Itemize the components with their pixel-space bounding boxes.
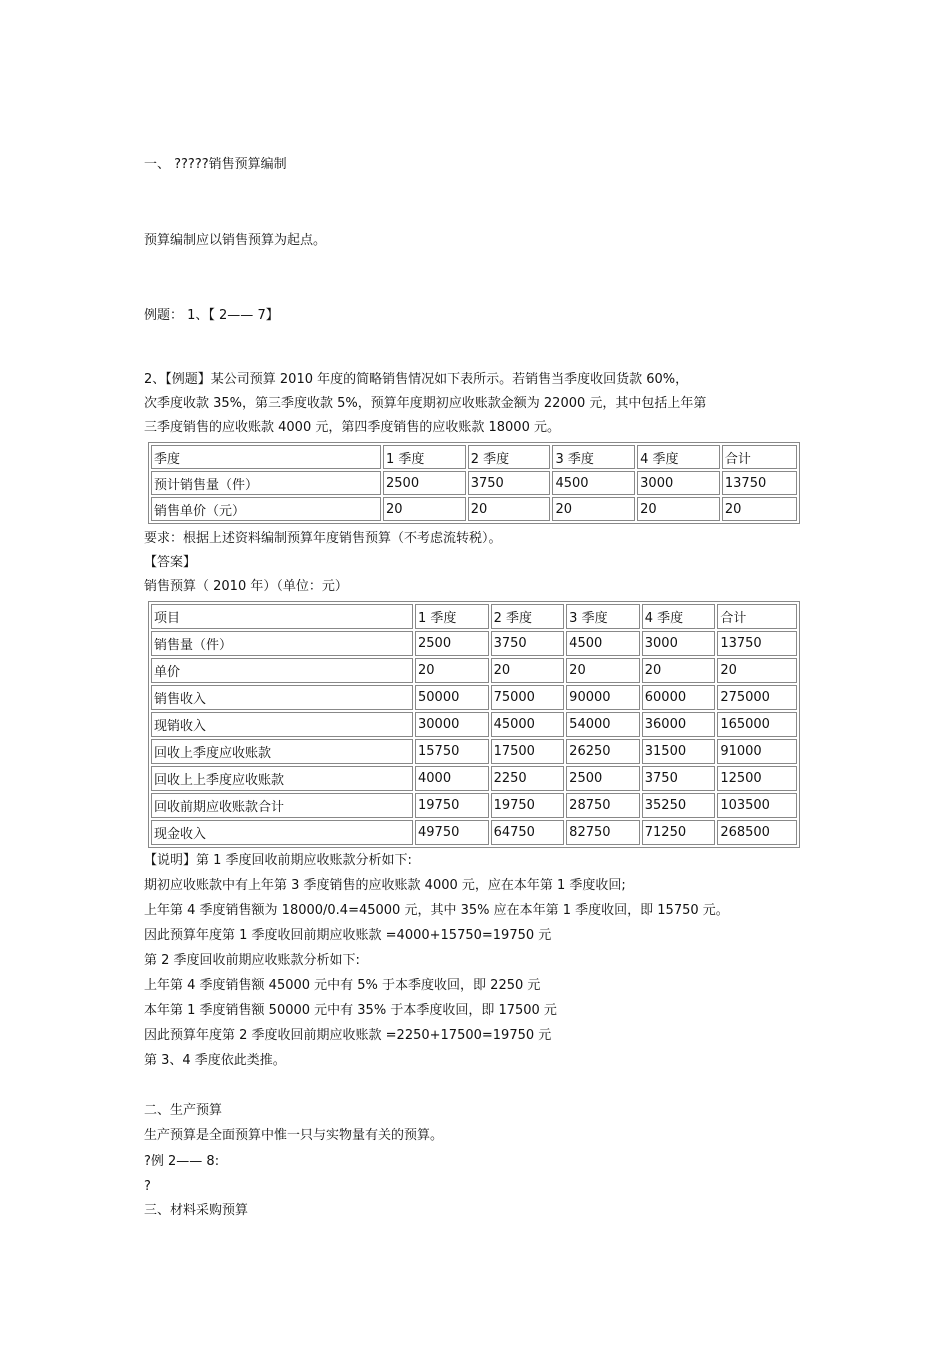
section-heading-material-budget: 三、材料采购预算 <box>144 1203 249 1218</box>
table-cell: 15750 <box>415 739 489 764</box>
table-cell: 3750 <box>642 766 716 791</box>
table-cell: 13750 <box>717 631 797 656</box>
table-cell: 165000 <box>717 712 797 737</box>
table-cell: 3000 <box>637 471 720 495</box>
table-cell: 49750 <box>415 820 489 845</box>
table-cell: 3 季度 <box>566 604 640 629</box>
table-cell: 20 <box>637 497 720 521</box>
table-cell: 3750 <box>468 471 551 495</box>
table-row <box>151 739 797 764</box>
table-row <box>151 793 797 818</box>
table-cell: 2 季度 <box>468 445 551 469</box>
table-cell: 19750 <box>491 793 565 818</box>
table-cell: 12500 <box>717 766 797 791</box>
explanation-line: 上年第 4 季度销售额为 18000/0.4=45000 元，其中 35% 应在本年第 1 季度收回，即 15750 元。 <box>144 903 729 918</box>
row-label-cell: 销售量（件） <box>151 631 413 656</box>
table-cell: 20 <box>468 497 551 521</box>
table-cell: 91000 <box>717 739 797 764</box>
section-heading-sales-budget: 一、 ?????销售预算编制 <box>144 157 287 172</box>
table-cell: 36000 <box>642 712 716 737</box>
problem-line-1: 2、【例题】某公司预算 2010 年度的简略销售情况如下表所示。若销售当季度收回货款 60%， <box>144 372 689 387</box>
explanation-line: 第 3、4 季度依此类推。 <box>144 1053 286 1068</box>
explanation-line: 上年第 4 季度销售额 45000 元中有 5% 于本季度收回，即 2250 元 <box>144 978 541 993</box>
sales-info-table <box>148 442 800 524</box>
table-cell: 35250 <box>642 793 716 818</box>
table-cell: 2500 <box>383 471 466 495</box>
table-cell: 64750 <box>491 820 565 845</box>
problem-line-2: 次季度收款 35%，第三季度收款 5%，预算年度期初应收账款金额为 22000 元，其中包括上年第 <box>144 396 707 411</box>
sales-budget-table <box>148 601 800 848</box>
explanation-line: 因此预算年度第 1 季度收回前期应收账款 =4000+15750=19750 元 <box>144 928 552 943</box>
row-label-cell: 销售单价（元） <box>151 497 381 521</box>
table-row <box>151 685 797 710</box>
table-cell: 268500 <box>717 820 797 845</box>
table-cell: 4 季度 <box>637 445 720 469</box>
table-cell: 20 <box>552 497 635 521</box>
table-row <box>151 658 797 683</box>
table-row <box>151 820 797 845</box>
row-label-cell: 回收前期应收账款合计 <box>151 793 413 818</box>
explanation-line: 因此预算年度第 2 季度收回前期应收账款 =2250+17500=19750 元 <box>144 1028 552 1043</box>
table-cell: 75000 <box>491 685 565 710</box>
row-label-cell: 现销收入 <box>151 712 413 737</box>
table-cell: 4500 <box>552 471 635 495</box>
table-cell: 20 <box>722 497 797 521</box>
section-heading-production-budget: 二、生产预算 <box>144 1103 223 1118</box>
table-cell: 20 <box>491 658 565 683</box>
table-cell: 90000 <box>566 685 640 710</box>
table-cell: 3 季度 <box>552 445 635 469</box>
table-cell: 3000 <box>642 631 716 656</box>
table-cell: 50000 <box>415 685 489 710</box>
explanation-line: 【说明】第 1 季度回收前期应收账款分析如下: <box>144 853 412 868</box>
problem-line-3: 三季度销售的应收账款 4000 元，第四季度销售的应收账款 18000 元。 <box>144 420 560 435</box>
table-cell: 45000 <box>491 712 565 737</box>
table-cell: 3750 <box>491 631 565 656</box>
explanation-line: 第 2 季度回收前期应收账款分析如下: <box>144 953 360 968</box>
table-cell: 20 <box>717 658 797 683</box>
table-cell: 20 <box>566 658 640 683</box>
table-cell: 1 季度 <box>415 604 489 629</box>
explanation-line: 期初应收账款中有上年第 3 季度销售的应收账款 4000 元，应在本年第 1 季度收回; <box>144 878 626 893</box>
table-row <box>151 497 797 521</box>
row-label-cell: 单价 <box>151 658 413 683</box>
table-cell: 26250 <box>566 739 640 764</box>
table-cell: 2500 <box>415 631 489 656</box>
table-row <box>151 712 797 737</box>
row-label-cell: 预计销售量（件） <box>151 471 381 495</box>
row-label-cell: 回收上上季度应收账款 <box>151 766 413 791</box>
intro-text: 预算编制应以销售预算为起点。 <box>144 233 327 248</box>
row-label-cell: 销售收入 <box>151 685 413 710</box>
table-cell: 30000 <box>415 712 489 737</box>
question-mark: ? <box>144 1179 151 1194</box>
table-cell: 2250 <box>491 766 565 791</box>
table-cell: 54000 <box>566 712 640 737</box>
table-cell: 82750 <box>566 820 640 845</box>
table-cell: 13750 <box>722 471 797 495</box>
row-label-cell: 项目 <box>151 604 413 629</box>
table-cell: 4500 <box>566 631 640 656</box>
table-cell: 4 季度 <box>642 604 716 629</box>
table-cell: 31500 <box>642 739 716 764</box>
production-text: 生产预算是全面预算中惟一只与实物量有关的预算。 <box>144 1128 444 1143</box>
table-cell: 合计 <box>717 604 797 629</box>
table-cell: 1 季度 <box>383 445 466 469</box>
table-cell: 合计 <box>722 445 797 469</box>
table-cell: 20 <box>415 658 489 683</box>
table-row <box>151 631 797 656</box>
answer-label: 【答案】 <box>144 555 197 570</box>
row-label-cell: 季度 <box>151 445 381 469</box>
table-cell: 4000 <box>415 766 489 791</box>
table-cell: 2500 <box>566 766 640 791</box>
table-cell: 103500 <box>717 793 797 818</box>
row-label-cell: 回收上季度应收账款 <box>151 739 413 764</box>
requirement-text: 要求：根据上述资料编制预算年度销售预算（不考虑流转税）。 <box>144 531 502 546</box>
example-label: 例题： 1、【 2—— 7】 <box>144 308 279 323</box>
table-cell: 28750 <box>566 793 640 818</box>
table-cell: 71250 <box>642 820 716 845</box>
table-cell: 19750 <box>415 793 489 818</box>
example-label-2: ?例 2—— 8: <box>144 1154 220 1169</box>
table-cell: 2 季度 <box>491 604 565 629</box>
table-header-row <box>151 604 797 629</box>
table-cell: 17500 <box>491 739 565 764</box>
table-header-row <box>151 445 797 469</box>
explanation-line: 本年第 1 季度销售额 50000 元中有 35% 于本季度收回，即 17500 元 <box>144 1003 557 1018</box>
row-label-cell: 现金收入 <box>151 820 413 845</box>
table-cell: 20 <box>383 497 466 521</box>
table-row <box>151 766 797 791</box>
table-row <box>151 471 797 495</box>
table-cell: 275000 <box>717 685 797 710</box>
table-cell: 20 <box>642 658 716 683</box>
budget-title: 销售预算（ 2010 年）（单位：元） <box>144 579 348 594</box>
table-cell: 60000 <box>642 685 716 710</box>
